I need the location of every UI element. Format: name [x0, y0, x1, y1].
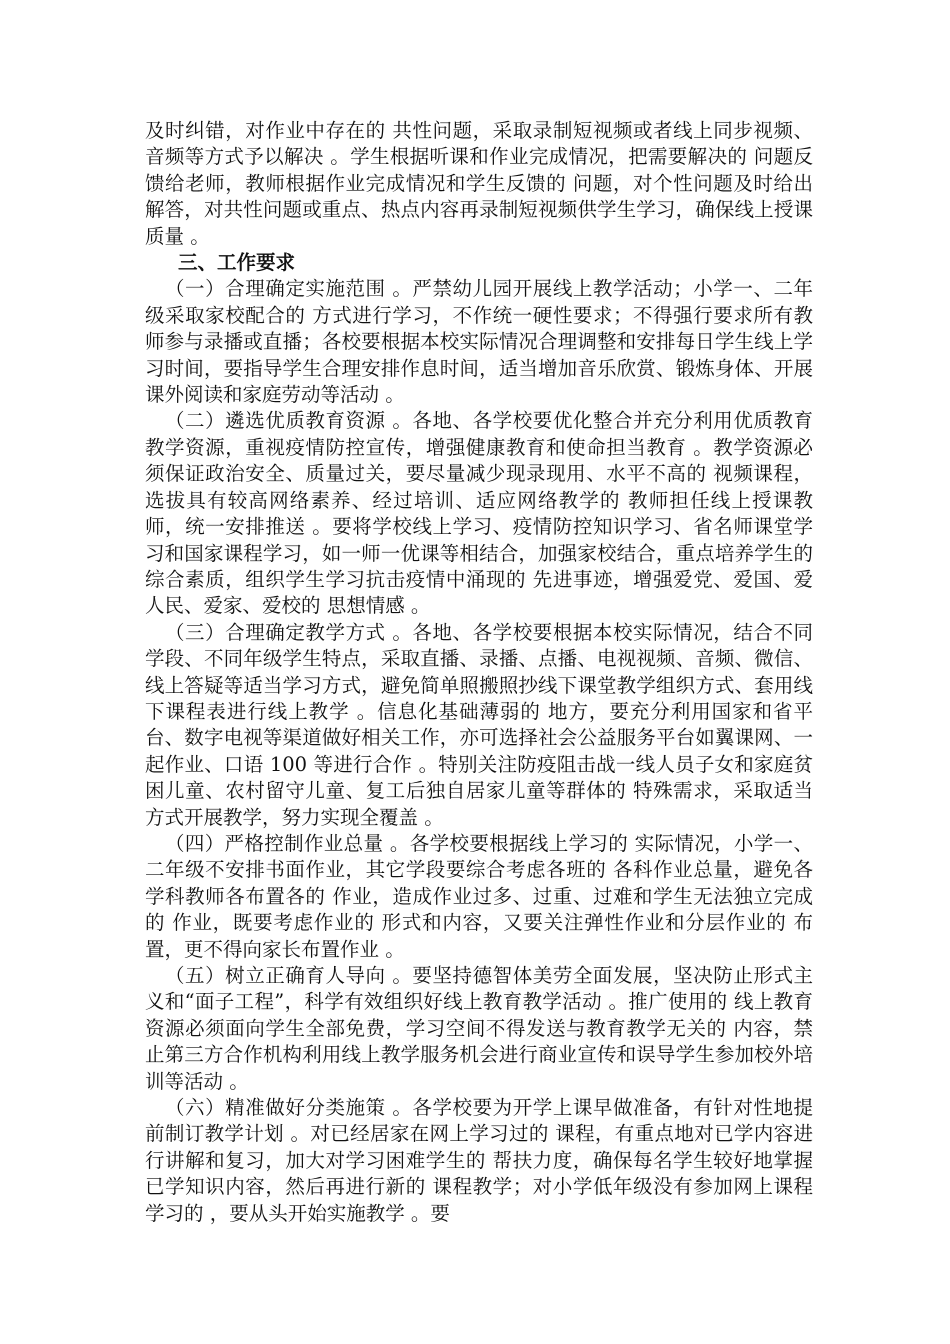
paragraph-item-4: （四）严格控制作业总量 。各学校要根据线上学习的 实际情况，小学一、二年级不安排书面作业，其它学段要综合考虑各班的 各科作业总量，避免各学科教师各布置各的 作业，造成作业过多、过重、过难和学生无法独立完成的 作业，既要考虑作业的 形式和内容，又要关注弹性作业和分层作业的 布置，更不得向家长布置作业 。: [145, 831, 813, 961]
paragraph-item-1: （一）合理确定实施范围 。严禁幼儿园开展线上教学活动；小学一、二年级采取家校配合的 方式进行学习，不作统一硬性要求；不得强行要求所有教师参与录播或直播；各校要根据本校实际情况合理调整和安排每日学生线上学习时间，要指导学生合理安排作息时间，适当增加音乐欣赏、锻炼身体、开展课外阅读和家庭劳动等活动 。: [145, 277, 813, 407]
document-page: [145, 118, 813, 1227]
section-heading: 三、工作要求: [178, 251, 296, 275]
paragraph-item-5: （五）树立正确育人导向 。要坚持德智体美劳全面发展，坚决防止形式主义和“面子工程”，科学有效组织好线上教育教学活动 。推广使用的 线上教育资源必须面向学生全部免费，学习空间不得发送与教育教学无关的 内容，禁止第三方合作机构利用线上教学服务机会进行商业宣传和误导学生参加校外培训等活动 。: [145, 964, 813, 1093]
paragraph-item-2: （二）遴选优质教育资源 。各地、各学校要优化整合并充分利用优质教育教学资源，重视疫情防控宣传，增强健康教育和使命担当教育 。教学资源必须保证政治安全、质量过关，要尽量减少现录现用、水平不高的 视频课程，选拔具有较高网络素养、经过培训、适应网络教学的 教师担任线上授课教师，统一安排推送 。要将学校线上学习、疫情防控知识学习、省名师课堂学习和国家课程学习，如一师一优课等相结合，加强家校结合，重点培养学生的 综合素质，组织学生学习抗击疫情中涌现的 先进事迹，增强爱党、爱国、爱人民、爱家、爱校的 思想情感 。: [145, 409, 813, 618]
paragraph-continuation: 及时纠错，对作业中存在的 共性问题，采取录制短视频或者线上同步视频、音频等方式予以解决 。学生根据听课和作业完成情况，把需要解决的 问题反馈给老师，教师根据作业完成情况和学生反馈的 问题，对个性问题及时给出解答，对共性问题或重点、热点内容再录制短视频供学生学习，确保线上授课质量 。: [145, 119, 813, 248]
paragraph-item-6: （六）精准做好分类施策 。各学校要为开学上课早做准备，有针对性地提前制订教学计划 。对已经居家在网上学习过的 课程，有重点地对已学内容进行讲解和复习，加大对学习困难学生的 帮扶力度，确保每名学生较好地掌握已学知识内容，然后再进行新的 课程教学；对小学低年级没有参加网上课程学习的 ，要从头开始实施教学 。要: [145, 1096, 813, 1225]
paragraph-item-3: （三）合理确定教学方式 。各地、各学校要根据本校实际情况，结合不同学段、不同年级学生特点，采取直播、录播、点播、电视视频、音频、微信、线上答疑等适当学习方式，避免简单照搬照抄线下课堂教学组织方式、套用线下课程表进行线上教学 。信息化基础薄弱的 地方，要充分利用国家和省平台、数字电视等渠道做好相关工作，亦可选择社会公益服务平台如翼课网、一起作业、口语 100 等进行合作 。特别关注防疫阻击战一线人员子女和家庭贫困儿童、农村留守儿童、复工后独自居家儿童等群体的 特殊需求，采取适当方式开展教学，努力实现全覆盖 。: [145, 620, 813, 829]
